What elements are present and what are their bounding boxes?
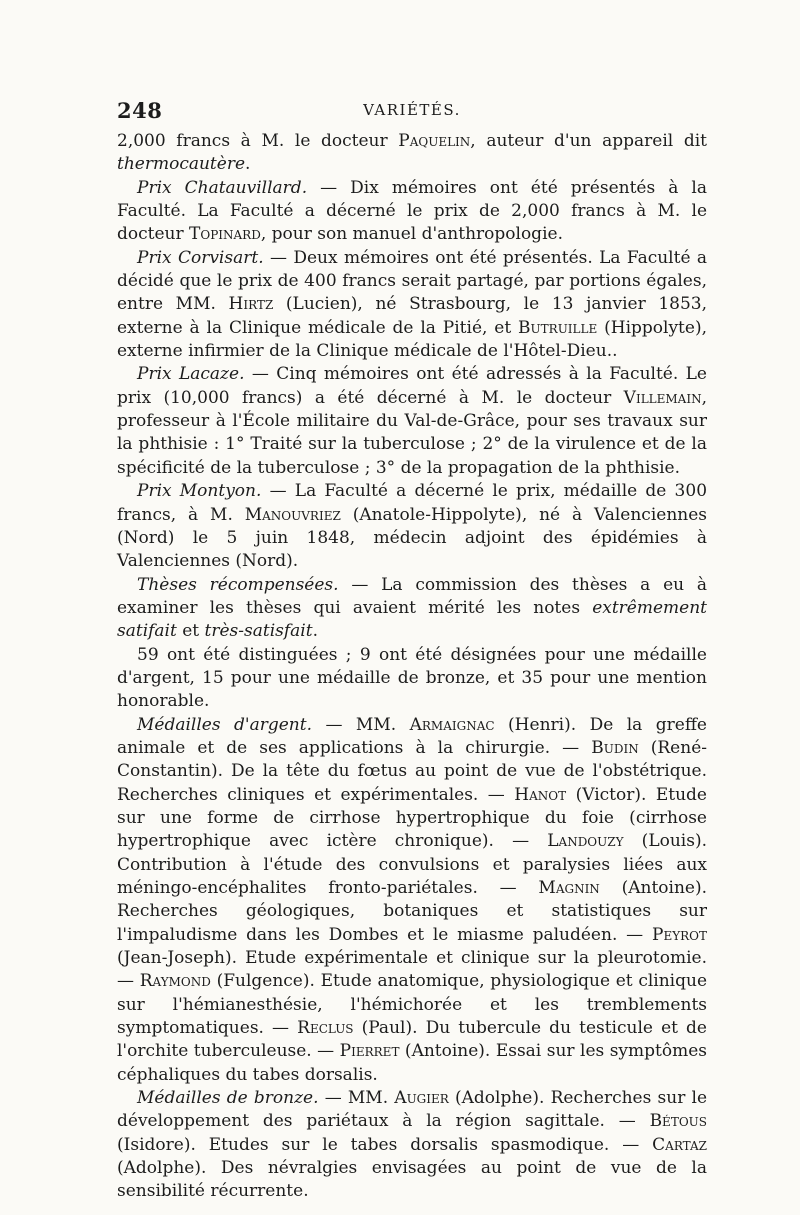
text-run: — Dix mémoires ont été présentés à la Faculté. La Faculté a décerné le prix de 2,000 francs à M. le docteur [117,177,707,245]
text-run: (Jean-Joseph). Etude expérimentale et clinique sur la pleurotomie. — [117,948,707,992]
person-name: Augier [394,1088,449,1109]
paragraph-p5 [117,480,707,573]
text-run: — Cinq mémoires ont été adressés à la Faculté. Le prix (10,000 francs) a été décerné à M. le docteur [117,364,707,408]
person-name: Budin [591,737,639,758]
person-name: Bétous [649,1111,707,1132]
person-name: Paquelin [398,131,471,151]
paragraph-p4 [117,363,707,480]
text-run: , pour son manuel d'anthropologie. [260,224,563,245]
text-run: — Deux mémoires ont été présentés. La Faculté a décidé que le prix de 400 francs serait partagé, par portions égales, entre MM. [117,247,708,315]
person-name: Raymond [139,971,211,992]
text-run: (Louis). Contribution à l'étude des convulsions et paralysies liées aux méningo-encéphalites fronto-pariétales. — [117,831,707,898]
person-name: Villemain [623,387,702,408]
person-name: Manouvriez [244,504,341,525]
italic-text: extrêmement satifait [117,597,707,642]
person-name: Pierret [339,1041,400,1062]
italic-text: Prix Montyon. [137,481,262,502]
italic-text: Prix Lacaze. [137,364,245,385]
text-run: . [312,621,318,642]
body-text [117,130,707,1204]
text-run: (Victor). Etude sur une forme de cirrhose hypertrophique du foie (cirrhose hypertrophique avec ictère chronique). — [117,784,707,852]
text-run: (Adolphe). Des névralgies envisagées au point de vue de la sensibilité récurrente. [117,1158,707,1202]
text-run: (Adolphe). Recherches sur le développement des pariétaux à la région sagittale. — [117,1088,708,1132]
italic-text: Prix Corvisart. [137,247,264,268]
text-run: (Lucien), né Strasbourg, le 13 janvier 1853, externe à la Clinique médicale de la Pitié, et [117,294,708,338]
text-run: (Paul). Du tubercule du testicule et de l'orchite tuberculeuse. — [117,1018,707,1062]
text-run: 59 ont été distinguées ; 9 ont été désignées pour une médaille d'argent, 15 pour une médaille de bronze, et 35 pour une mention honorable. [117,644,707,712]
person-name: Peyrot [652,924,707,945]
text-run: (Henri). De la greffe animale et de ses applications à la chirurgie. — [117,714,707,758]
person-name: Landouzy [547,831,624,852]
text-run: (Fulgence). Etude anatomique, physiologique et clinique sur l'hémianesthésie, l'hémichorée et les tremblements symptomatiques. — [117,971,708,1039]
text-run: 2,000 francs à M. le docteur [117,131,399,151]
text-run: (René-Constantin). De la tête du fœtus au point de vue de l'obstétrique. Recherches cliniques et expérimentales. — [117,737,707,805]
person-name: Hanot [514,784,567,805]
person-name: Topinard [189,224,261,245]
paragraph-p8 [117,714,707,1088]
running-head: VARIÉTÉS. [363,101,461,119]
italic-text: thermocautère [117,154,246,175]
italic-text: très-satisfait [204,621,313,642]
text-run: . [245,154,251,175]
paragraph-p6 [117,574,707,644]
text-run: — MM. [312,714,410,735]
text-run: — MM. [318,1088,395,1109]
text-run: (Hippolyte), externe infirmier de la Clinique médicale de l'Hôtel-Dieu.. [117,317,707,362]
text-run: (Isidore). Etudes sur le tabes dorsalis spasmodique. — [117,1134,653,1155]
paragraph-p9 [117,1087,707,1204]
text-run: (Antoine). Essai sur les symptômes céphaliques du tabes dorsalis. [117,1041,708,1085]
italic-text: Thèses récompensées. [137,574,339,595]
text-run: (Anatole-Hippolyte), né à Valenciennes (Nord) le 5 juin 1848, médecin adjoint des épidémies à Valenciennes (Nord). [117,504,707,572]
text-run: — La Faculté a décerné le prix, médaille de 300 francs, à M. [117,481,708,525]
italic-text: Médailles d'argent. [137,714,312,735]
person-name: Hirtz [228,294,274,315]
italic-text: Prix Chatauvillard. [137,177,308,198]
person-name: Cartaz [652,1134,707,1155]
paragraph-p3 [117,247,707,364]
person-name: Magnin [538,878,600,898]
italic-text: Médailles de bronze. [137,1088,319,1109]
person-name: Armaignac [409,714,495,735]
paragraph-p1 [117,130,707,177]
text-run: , auteur d'un appareil dit [470,131,707,151]
text-run: (Antoine). Recherches géologiques, botaniques et statistiques sur l'impaludisme dans les Dombes et le miasme paludéen. — [117,878,707,945]
paragraph-p7 [117,644,707,714]
text-run: , professeur à l'École militaire du Val-de-Grâce, pour ses travaux sur la phthisie : 1° Traité sur la tuberculose ; 2° de la virulence et de la spécificité de la tuberculose ; 3° de la propagation de la phthisie. [117,387,707,478]
text-run: et [176,621,205,642]
person-name: Butruille [518,317,598,338]
person-name: Reclus [297,1018,354,1039]
page-number: 248 [117,98,163,123]
text-run: — La commission des thèses a eu à examiner les thèses qui avaient mérité les notes [117,574,707,618]
paragraph-p2 [117,177,707,247]
page-header [117,98,707,124]
